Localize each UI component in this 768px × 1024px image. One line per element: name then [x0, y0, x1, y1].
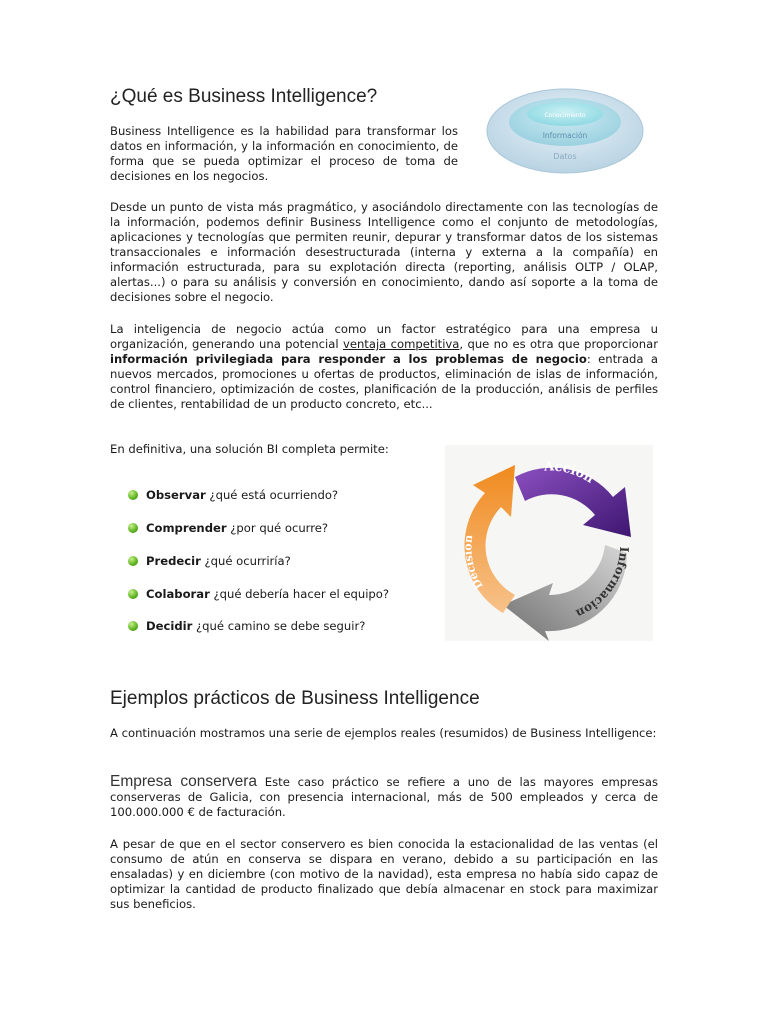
cycle-label-accion: Accion — [543, 459, 597, 487]
green-bullet-icon — [128, 589, 138, 599]
decision-cycle-figure — [445, 445, 653, 641]
list-item: Predecir ¿qué ocurriría? — [128, 554, 412, 569]
strategic-text-2: , que no es otra que proporcionar — [459, 337, 658, 351]
strategic-text-1: La inteligencia de negocio actúa como un factor estratégico para una empresa u organización, generando una potencial — [110, 322, 658, 351]
green-bullet-icon — [128, 523, 138, 533]
pyramid-label-middle: Información — [542, 131, 588, 140]
list-item: Observar ¿qué está ocurriendo? — [128, 488, 412, 503]
paragraph-definition: Business Intelligence es la habilidad para transformar los datos en información, y la información en conocimiento, de forma que se pueda optimizar el proceso de toma de decisiones en los negocios. — [110, 124, 458, 183]
paragraph-empresa-conservera — [110, 774, 658, 820]
heading-examples: Ejemplos prácticos de Business Intelligence — [110, 688, 480, 709]
green-bullet-icon — [128, 621, 138, 631]
paragraph-stock: A pesar de que en el sector conservero es bien conocida la estacionalidad de las ventas (el consumo de atún en conserva se dispara en verano, debido a su participación en las ensaladas) y en diciembre (con motivo de la navidad), esta empresa no había sido capaz de optimizar la cantidad de producto finalizado que debía almacenar en stock para maximizar sus beneficios. — [110, 837, 658, 911]
heading-what-is-bi: ¿Qué es Business Intelligence? — [110, 86, 378, 107]
list-item: Comprender ¿por qué ocurre? — [128, 521, 412, 536]
empresa-conservera-title: Empresa conservera — [110, 773, 258, 790]
paragraph-examples-intro: A continuación mostramos una serie de ejemplos reales (resumidos) de Business Intelligence: — [110, 726, 657, 740]
paragraph-pragmatic: Desde un punto de vista más pragmático, y asociándolo directamente con las tecnologías de la información, podemos definir Business Intelligence como el conjunto de metodologías, aplicaciones y tecnologías que permiten reunir, depurar y transformar datos de los sistemas transaccionales e información desestructurada (interna y externa a la compañía) en información estructurada, para su explotación directa (reporting, análisis OLTP / OLAP, alertas...) o para su análisis y conversión en conocimiento, dando así soporte a la toma de decisiones sobre el negocio. — [110, 200, 658, 304]
empresa-conservera-text: Este caso práctico se refiere a uno de las mayores empresas conserveras de Galicia, con presencia internacional, más de 500 empleados y cerca de 100.000.000 € de facturación. — [110, 775, 658, 819]
knowledge-pyramid-figure — [470, 86, 660, 176]
list-item: Decidir ¿qué camino se debe seguir? — [128, 619, 412, 634]
pyramid-label-top: Conocimiento — [544, 112, 586, 119]
list-item: Colaborar ¿qué debería hacer el equipo? — [128, 587, 412, 602]
strategic-text-3: : entrada a nuevos mercados, promociones u ofertas de productos, eliminación de islas de información, control financiero, optimización de costes, planificación de la producción, análisis de perfiles de clientes, rentabilidad de un producto concreto, etc... — [110, 352, 658, 411]
paragraph-bi-solution: En definitiva, una solución BI completa permite: — [110, 442, 389, 456]
pyramid-label-bottom: Datos — [553, 152, 577, 161]
cycle-label-decision: Decision — [461, 534, 486, 592]
strategic-bold-text: información privilegiada para responder a los problemas de negocio — [110, 352, 587, 366]
ventaja-competitiva-link[interactable]: ventaja competitiva — [342, 337, 460, 351]
cycle-label-informacion: Informacion — [573, 546, 632, 621]
green-bullet-icon — [128, 556, 138, 566]
bi-capabilities-list — [128, 488, 412, 634]
green-bullet-icon — [128, 490, 138, 500]
paragraph-strategic — [110, 322, 658, 412]
